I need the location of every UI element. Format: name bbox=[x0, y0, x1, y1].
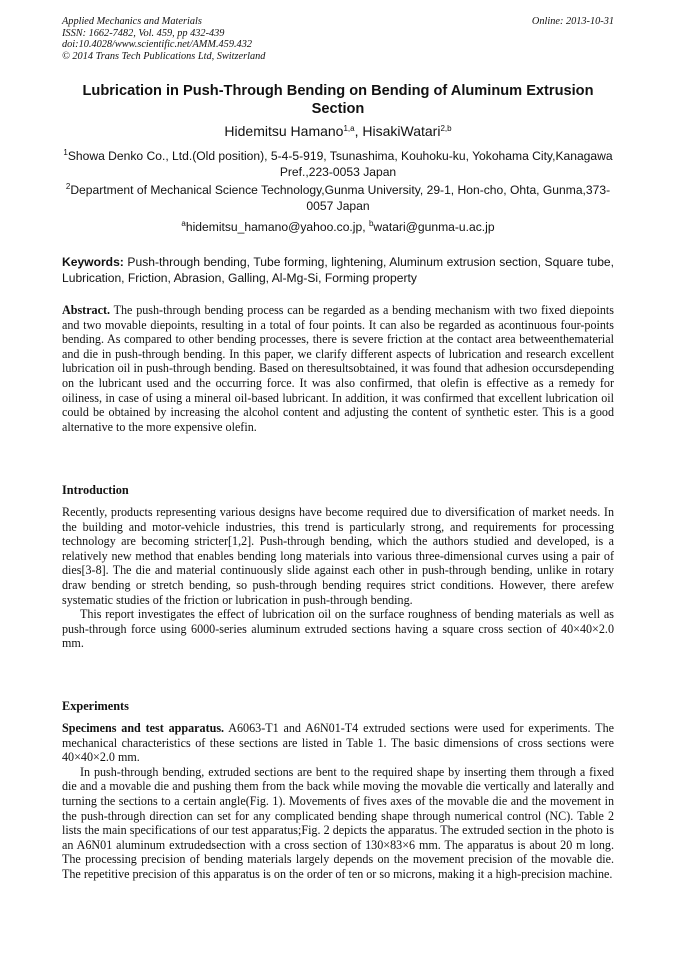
author-affiliation-marker: 1,a bbox=[343, 124, 355, 133]
affiliation-text: Department of Mechanical Science Technology,Gunma University, 29-1, Hon-cho, Ohta, Gunma,373-0057 Japan bbox=[70, 183, 611, 213]
affiliation-2 bbox=[62, 183, 614, 214]
online-date: Online: 2013-10-31 bbox=[531, 16, 614, 27]
keywords-label: Keywords: bbox=[62, 255, 124, 269]
introduction-paragraph: Recently, products representing various designs have become required due to diversification of market needs. In the building and motor-vehicle industries, this trend is particularly strong, and requirements for processing technology are becoming stricter[1,2]. Push-through bending, which the authors studied and developed, is a relatively new method that enables bending long materials into various three-dimensional curves using a pair of dies[3-8]. The die and material continuously slide against each other in push-through bending, unlike in rotary draw bending or stretch bending, so push-through bending requires strict conditions. However, there arefew systematic studies of the friction or lubrication in push-through bending. bbox=[62, 505, 614, 607]
author-name: HisakiWatari bbox=[362, 123, 441, 139]
paper-title: Lubrication in Push-Through Bending on Bending of Aluminum Extrusion Section bbox=[82, 83, 594, 117]
affiliation-1 bbox=[62, 149, 614, 180]
experiments-text: A6063-T1 and A6N01-T4 extruded sections were used for experiments. The mechanical characteristics of these sections are listed in Table 1. The basic dimensions of cross sections were 40×40×2.0 mm. bbox=[62, 721, 614, 765]
subsection-label: Specimens and test apparatus. bbox=[62, 721, 225, 735]
affiliation-marker: 2 bbox=[65, 182, 71, 191]
journal-header bbox=[62, 16, 614, 62]
abstract bbox=[62, 303, 614, 434]
journal-name: Applied Mechanics and Materials bbox=[62, 16, 202, 27]
email-address: watari@gunma-u.ac.jp bbox=[373, 220, 495, 234]
journal-copyright: © 2014 Trans Tech Publications Ltd, Switzerland bbox=[62, 50, 266, 62]
experiments-paragraph: In push-through bending, extruded sections are bent to the required shape by inserting them through a fixed die and a movable die and pushing them from the back while moving the movable die vertically and laterally and turning the sections to a certain angle(Fig. 1). Movements of fives axes of the movable die and the movement in the push-through direction can set for any complicated bending shape through numerical control (NC). Table 2 lists the main specifications of our test apparatus;Fig. 2 depicts the apparatus. The extruded section in the photo is an A6N01 aluminum extrudedsection with a cross section of 130×83×6 mm. The apparatus is about 20 m long. The processing precision of bending materials largely depends on the movement precision of the movable die. The repetitive precision of this apparatus is on the order of ten or so microns, making it a high-precision machine. bbox=[62, 764, 614, 881]
author-affiliation-marker: 2,b bbox=[440, 124, 452, 133]
introduction-section bbox=[62, 505, 614, 651]
email-address: hidemitsu_hamano@yahoo.co.jp bbox=[185, 220, 363, 234]
author-emails bbox=[62, 220, 614, 236]
author-separator: , bbox=[354, 123, 363, 139]
abstract-paragraph bbox=[62, 303, 614, 434]
email-marker: a bbox=[181, 219, 186, 228]
experiments-paragraph bbox=[62, 721, 614, 765]
affiliation-marker: 1 bbox=[63, 148, 68, 157]
introduction-paragraph: This report investigates the effect of lubrication oil on the surface roughness of bending materials as well as push-through force using 6000-series aluminum extruded sections having a square cross section of 40×40×2.0 mm. bbox=[62, 607, 614, 651]
experiments-heading: Experiments bbox=[62, 699, 129, 713]
affiliation-text: Showa Denko Co., Ltd.(Old position), 5-4-5-919, Tsunashima, Kouhoku-ku, Yokohama City,Kanagawa Pref.,223-0053 Japan bbox=[67, 149, 613, 179]
experiments-section bbox=[62, 721, 614, 882]
introduction-heading: Introduction bbox=[62, 483, 129, 497]
author-name: Hidemitsu Hamano bbox=[224, 123, 344, 139]
abstract-label: Abstract. bbox=[62, 303, 111, 317]
author-list bbox=[62, 123, 614, 140]
abstract-text: The push-through bending process can be regarded as a bending mechanism with two fixed diepoints and two movable diepoints, resulting in a total of four points. It can also be regarded as acontinuous four-points bending. As compared to other bending processes, there is severe friction at the contact area betweenthematerial and die in push-through bending. In this paper, we clarify different aspects of lubrication and research excellent lubrication oil in push-through bending. Based on theresultsobtained, it was found that adhesion occursdepending on the lubricant used and the occurring force. It was also confirmed, that olefin is effective as a remedy for oiliness, in case of using a mineral oil-based lubricant. In addition, it was confirmed that excellent lubrication oil could be obtained by increasing the alcohol content and adjusting the content of synthetic ester. This is a good alternative to the more expensive olefin. bbox=[62, 303, 614, 434]
keywords-text: Push-through bending, Tube forming, lightening, Aluminum extrusion section, Square tube, Lubrication, Friction, Abrasion, Galling, Al-Mg-Si, Forming property bbox=[62, 255, 614, 285]
email-separator: , bbox=[362, 220, 369, 234]
journal-doi: doi:10.4028/www.scientific.net/AMM.459.432 bbox=[62, 39, 252, 50]
journal-issn: ISSN: 1662-7482, Vol. 459, pp 432-439 bbox=[62, 27, 225, 39]
keywords bbox=[62, 255, 614, 286]
email-marker: b bbox=[368, 219, 374, 228]
